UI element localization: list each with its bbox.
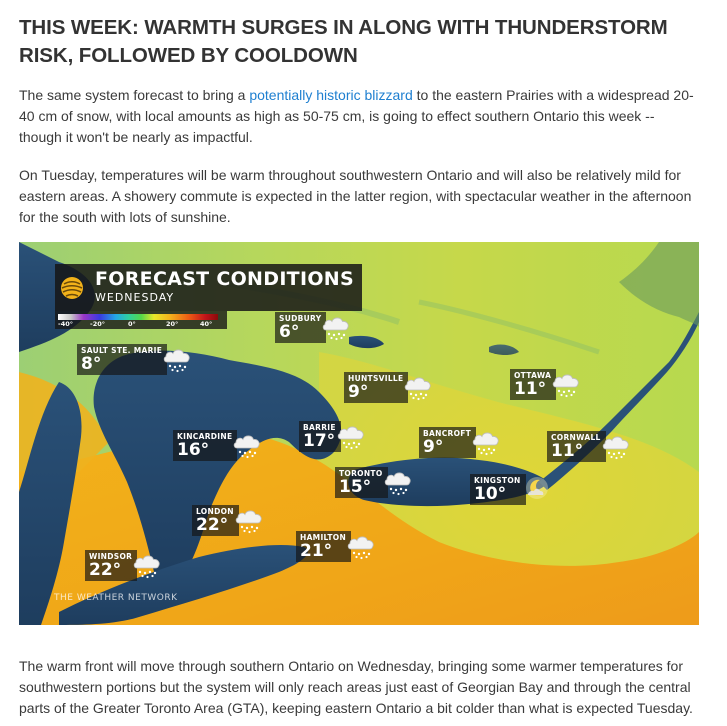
paragraph-1-text-a: The same system forecast to bring a	[19, 87, 250, 103]
city-name: HUNTSVILLE	[348, 374, 404, 383]
forecast-map	[19, 242, 699, 625]
rain-cloud-icon	[470, 424, 504, 458]
rain-cloud-icon	[345, 528, 379, 562]
city-kingston	[470, 471, 554, 505]
city-bancroft	[419, 424, 504, 458]
city-name: OTTAWA	[514, 371, 552, 380]
city-name: KINCARDINE	[177, 432, 233, 441]
city-label-box	[77, 344, 167, 375]
city-temp: 15°	[339, 477, 372, 497]
city-name: SUDBURY	[279, 314, 322, 323]
city-barrie	[299, 418, 369, 452]
scale-tick: 40°	[200, 320, 213, 328]
paragraph-1	[19, 85, 701, 148]
city-kincardine	[173, 427, 265, 461]
scale-tick: 0°	[128, 320, 136, 328]
city-temp: 17°	[303, 431, 336, 451]
map-watermark: THE WEATHER NETWORK	[54, 593, 178, 603]
banner-title-row	[55, 264, 362, 311]
rain-cloud-icon	[382, 464, 416, 498]
banner-subtitle: WEDNESDAY	[95, 291, 175, 304]
blizzard-link[interactable]: potentially historic blizzard	[249, 87, 413, 103]
paragraph-3: The warm front will move through southern Ontario on Wednesday, bringing some warmer temperatures for southwestern portions but the system will only reach areas just east of Georgian Bay and through the central parts of the Greater Toronto Area (GTA), keeping eastern Ontario a bit colder than what is expected Tuesday.	[19, 658, 693, 716]
banner-text	[89, 264, 362, 311]
city-name: WINDSOR	[89, 552, 133, 561]
rain-cloud-icon	[161, 341, 195, 375]
city-label-box	[275, 312, 326, 343]
city-label-box	[85, 550, 137, 581]
city-label-box	[344, 372, 408, 403]
rain-cloud-icon	[233, 502, 267, 536]
night-partly-cloudy-icon	[520, 471, 554, 505]
rain-cloud-icon	[131, 547, 165, 581]
city-temp: 9°	[423, 437, 444, 457]
rain-cloud-icon	[320, 309, 354, 343]
city-temp: 9°	[348, 382, 369, 402]
banner-title: FORECAST CONDITIONS	[95, 268, 354, 290]
paragraph-2: On Tuesday, temperatures will be warm throughout southwestern Ontario and will also be relatively mild for eastern areas. A showery commute is expected in the latter region, with spectacular weather in the afternoon for the south with lots of sunshine.	[19, 167, 692, 225]
city-label-box	[192, 505, 239, 536]
city-sault-ste-marie	[77, 341, 195, 375]
scale-tick: 20°	[166, 320, 179, 328]
weather-network-logo-icon	[55, 264, 89, 311]
city-windsor	[85, 547, 165, 581]
city-toronto	[335, 464, 416, 498]
rain-cloud-icon	[402, 369, 436, 403]
city-label-box	[173, 430, 237, 461]
rain-cloud-icon	[600, 428, 634, 462]
city-temp: 8°	[81, 354, 102, 374]
city-name: TORONTO	[339, 469, 383, 478]
city-name: CORNWALL	[551, 433, 601, 442]
city-name: BARRIE	[303, 423, 336, 432]
temperature-scale	[55, 311, 227, 329]
city-label-box	[547, 431, 606, 462]
city-temp: 16°	[177, 440, 210, 460]
city-temp: 22°	[89, 560, 122, 580]
city-sudbury	[275, 309, 354, 343]
city-temp: 21°	[300, 541, 333, 561]
city-label-box	[296, 531, 351, 562]
scale-tick: -20°	[90, 320, 105, 328]
city-name: BANCROFT	[423, 429, 472, 438]
temperature-scale-ticks	[58, 320, 218, 328]
city-huntsville	[344, 369, 436, 403]
city-ottawa	[510, 366, 584, 400]
city-cornwall	[547, 428, 634, 462]
rain-cloud-icon	[335, 418, 369, 452]
city-temp: 6°	[279, 322, 300, 342]
city-label-box	[419, 427, 476, 458]
city-name: SAULT STE. MARIE	[81, 346, 163, 355]
rain-cloud-icon	[550, 366, 584, 400]
article-heading: THIS WEEK: WARMTH SURGES IN ALONG WITH THUNDERSTORM RISK, FOLLOWED BY COOLDOWN	[19, 16, 668, 67]
city-london	[192, 502, 267, 536]
city-name: KINGSTON	[474, 476, 521, 485]
paragraph-1-text-b: to the eastern Prairies with a widespread 20-40 cm of snow, with local amounts as high as 50-75 cm, is going to effect southern Ontario this week -- though it won't be nearly as impactful.	[19, 87, 694, 145]
city-hamilton	[296, 528, 379, 562]
city-temp: 11°	[551, 441, 584, 461]
temperature-scale-bar	[58, 314, 218, 326]
scale-tick: -40°	[58, 320, 73, 328]
city-name: LONDON	[196, 507, 234, 516]
city-name: HAMILTON	[300, 533, 347, 542]
rain-cloud-icon	[231, 427, 265, 461]
city-label-box	[470, 474, 526, 505]
city-temp: 11°	[514, 379, 547, 399]
city-temp: 22°	[196, 515, 229, 535]
city-label-box	[335, 467, 388, 498]
city-temp: 10°	[474, 484, 507, 504]
